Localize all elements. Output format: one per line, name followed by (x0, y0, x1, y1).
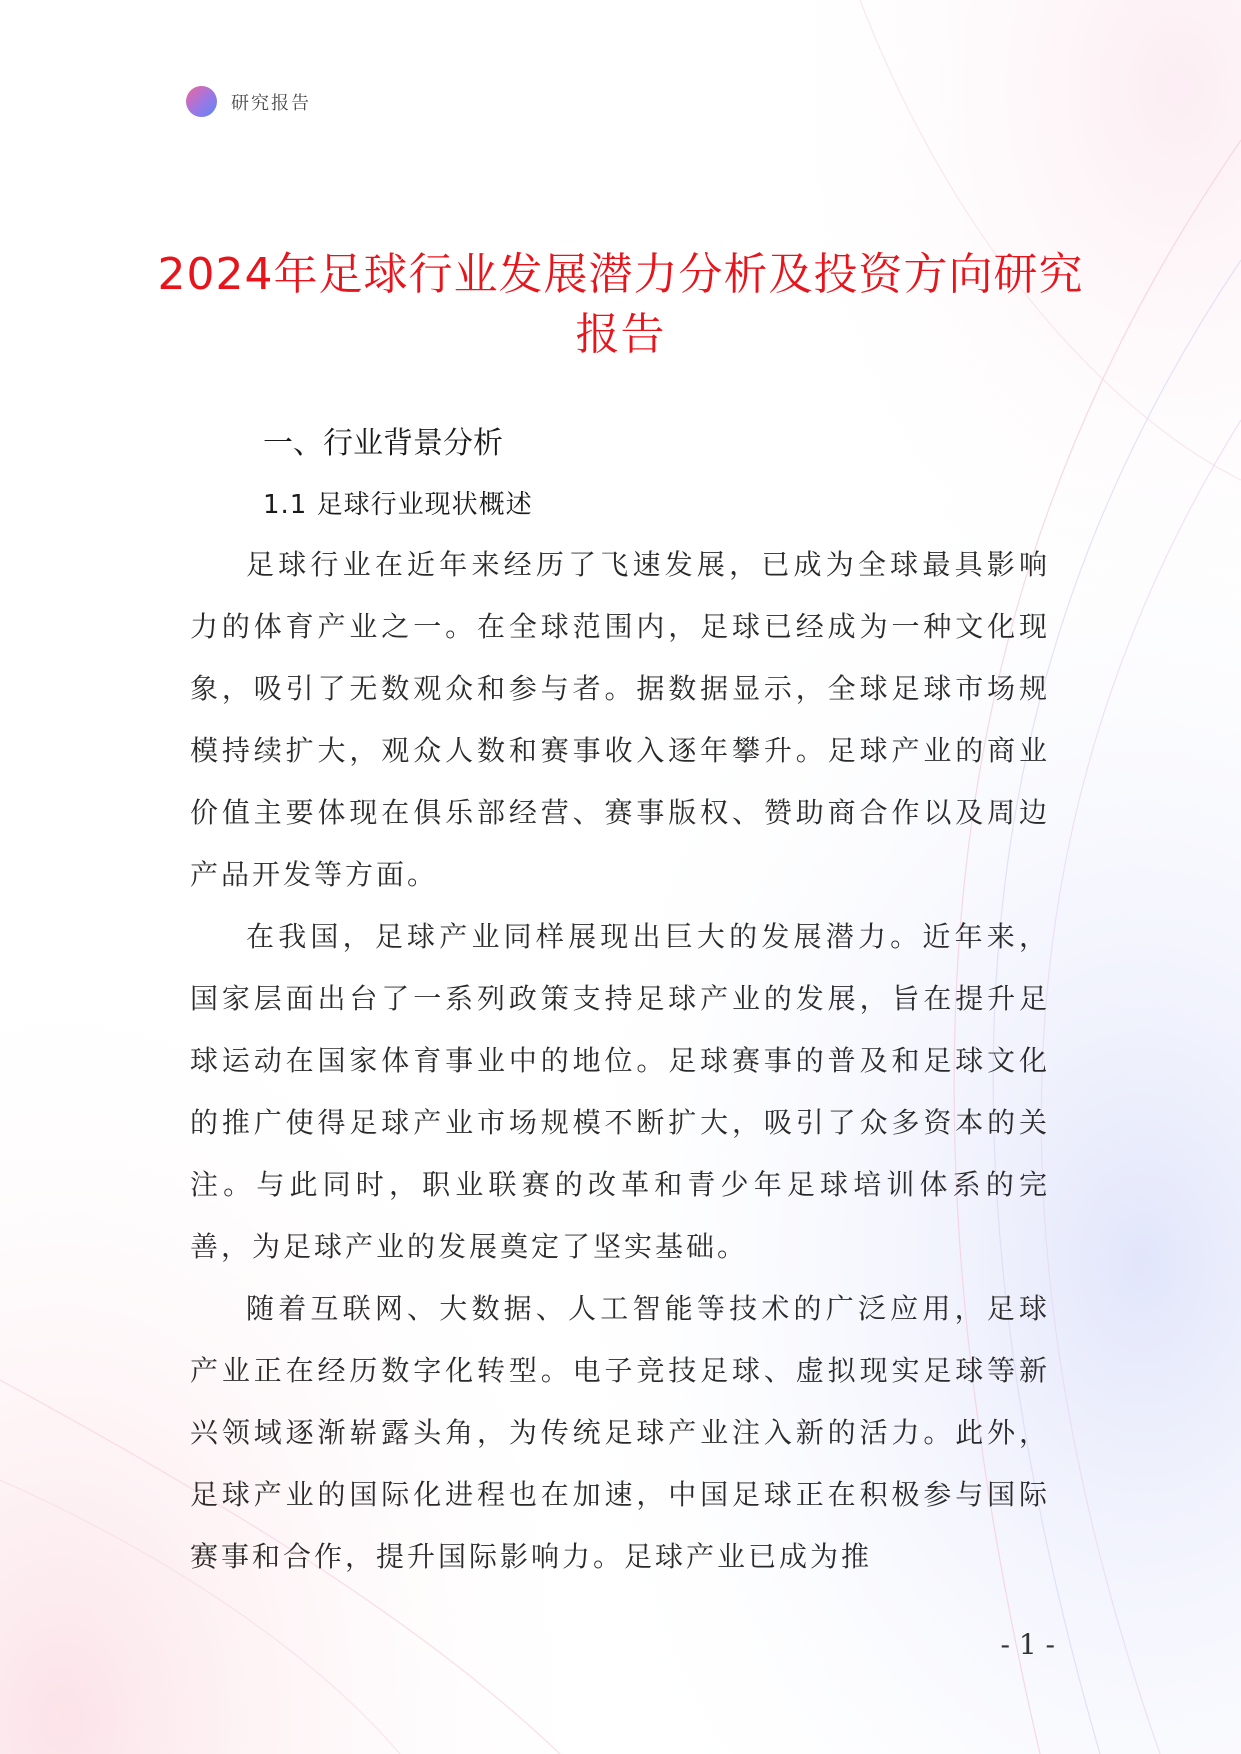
paragraph-1: 足球行业在近年来经历了飞速发展，已成为全球最具影响力的体育产业之一。在全球范围内，足球已经成为一种文化现象，吸引了无数观众和参与者。据数据显示，全球足球市场规模持续扩大，观众人数和赛事收入逐年攀升。足球产业的商业价值主要体现在俱乐部经营、赛事版权、赞助商合作以及周边产品开发等方面。 (190, 548, 1050, 891)
report-title: 2024年足球行业发展潜力分析及投资方向研究报告 (157, 249, 1084, 361)
report-header (186, 86, 311, 117)
body-text (190, 534, 1050, 1588)
section-heading: 一、行业背景分析 (263, 426, 503, 461)
paragraph-2: 在我国，足球产业同样展现出巨大的发展潜力。近年来，国家层面出台了一系列政策支持足球产业的发展，旨在提升足球运动在国家体育事业中的地位。足球赛事的普及和足球文化的推广使得足球产业市场规模不断扩大，吸引了众多资本的关注。与此同时，职业联赛的改革和青少年足球培训体系的完善，为足球产业的发展奠定了坚实基础。 (190, 920, 1050, 1263)
page-number: - 1 - (1000, 1628, 1055, 1661)
logo-icon (186, 86, 217, 117)
paragraph-3: 随着互联网、大数据、人工智能等技术的广泛应用，足球产业正在经历数字化转型。电子竞技足球、虚拟现实足球等新兴领域逐渐崭露头角，为传统足球产业注入新的活力。此外，足球产业的国际化进程也在加速，中国足球正在积极参与国际赛事和合作，提升国际影响力。足球产业已成为推 (190, 1292, 1050, 1573)
header-label: 研究报告 (231, 92, 311, 114)
subsection-heading: 1.1 足球行业现状概述 (263, 490, 533, 520)
